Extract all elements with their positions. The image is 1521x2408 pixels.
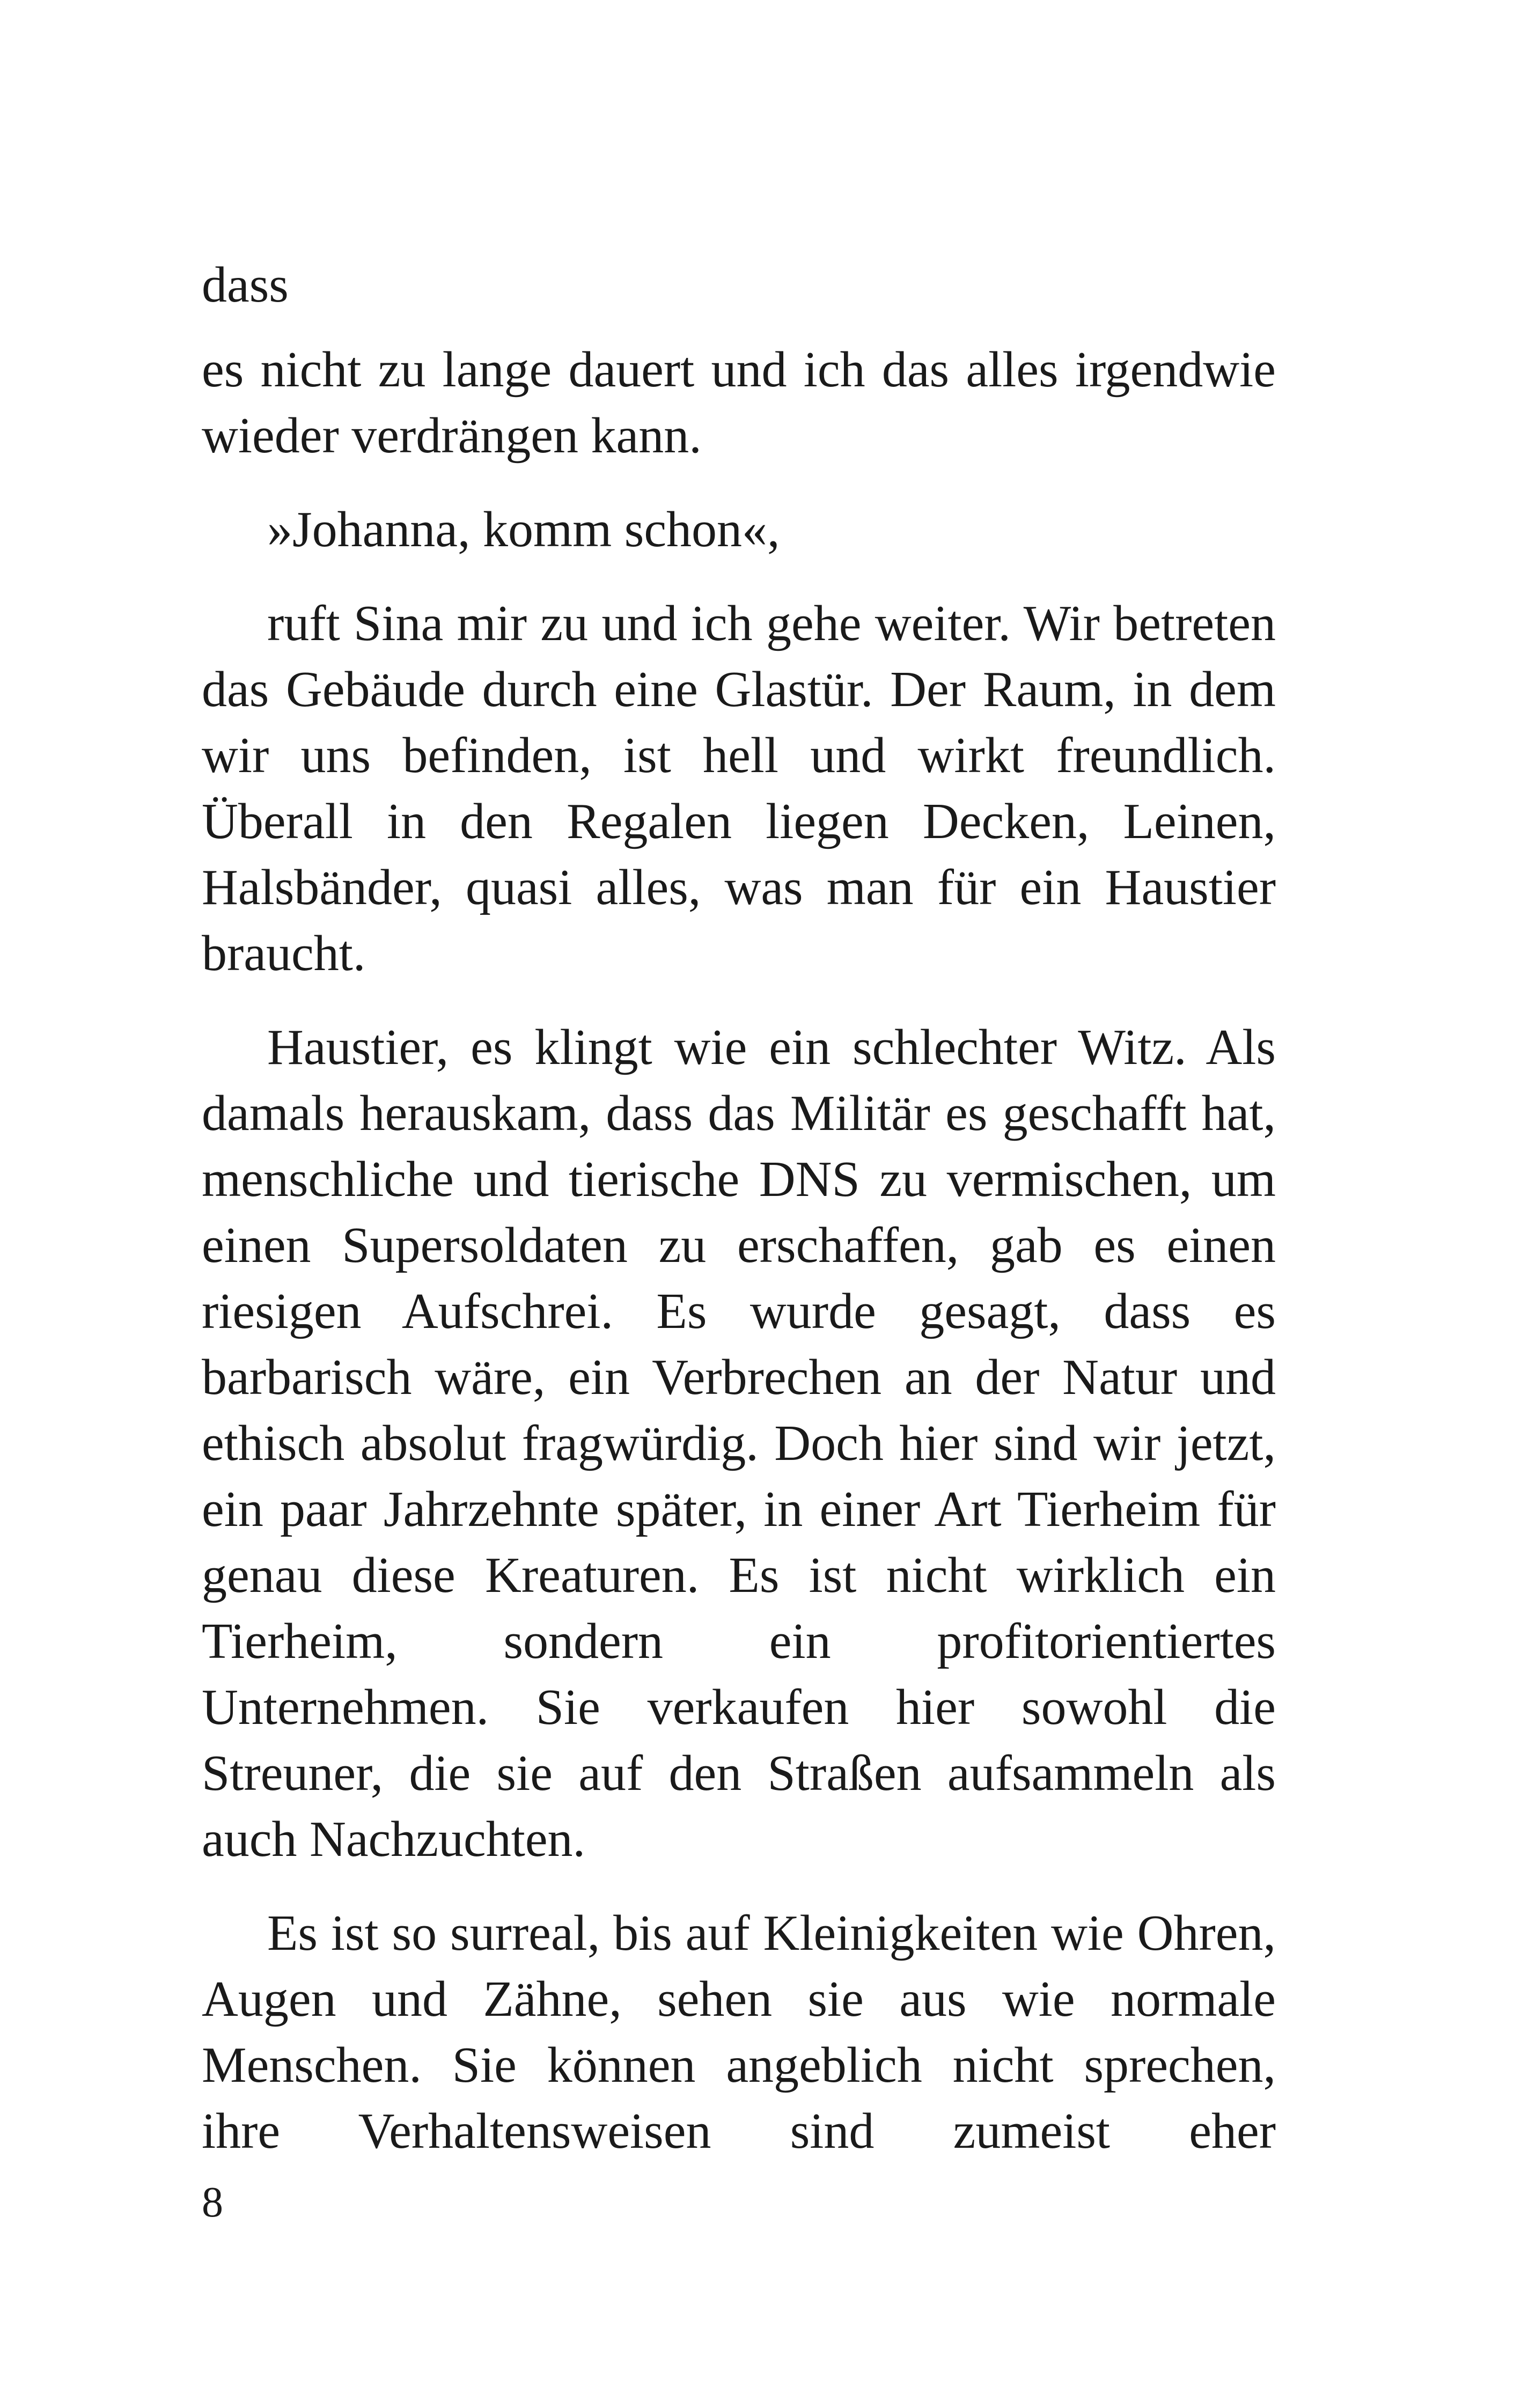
- paragraph-4: ruft Sina mir zu und ich gehe weiter. Wir betreten das Gebäude durch eine Glastür. Der Raum, in dem wir uns befinden, ist hell und wirkt freundlich. Überall in den Regalen liegen Decken, Leinen, Halsbänder, quasi alles, was man für ein Haustier braucht.: [202, 596, 1276, 981]
- paragraph-1: dass: [202, 257, 289, 313]
- body-text: [202, 252, 1276, 2164]
- page-number: 8: [202, 2179, 223, 2226]
- paragraph-2: es nicht zu lange dauert und ich das alles irgendwie wieder verdrängen kann.: [202, 342, 1276, 464]
- paragraph-5: Haustier, es klingt wie ein schlechter Witz. Als damals herauskam, dass das Militär es geschafft hat, menschliche und tierische DNS zu vermischen, um einen Supersoldaten zu erschaffen, gab es einen riesigen Aufschrei. Es wurde gesagt, dass es barbarisch wäre, ein Verbrechen an der Natur und ethisch absolut fragwürdig. Doch hier sind wir jetzt, ein paar Jahrzehnte später, in einer Art Tierheim für genau diese Kreaturen. Es ist nicht wirklich ein Tierheim, sondern ein profitorientiertes Unternehmen. Sie verkaufen hier sowohl die Streuner, die sie auf den Straßen aufsammeln als auch Nachzuchten.: [202, 1019, 1276, 1867]
- paragraph-3: »Johanna, komm schon«,: [267, 502, 780, 557]
- paragraph-6: Es ist so surreal, bis auf Kleinigkeiten wie Ohren, Augen und Zähne, sehen sie aus wie normale Menschen. Sie können angeblich nicht sprechen, ihre Verhaltensweisen sind zumeist eher: [202, 1905, 1276, 2159]
